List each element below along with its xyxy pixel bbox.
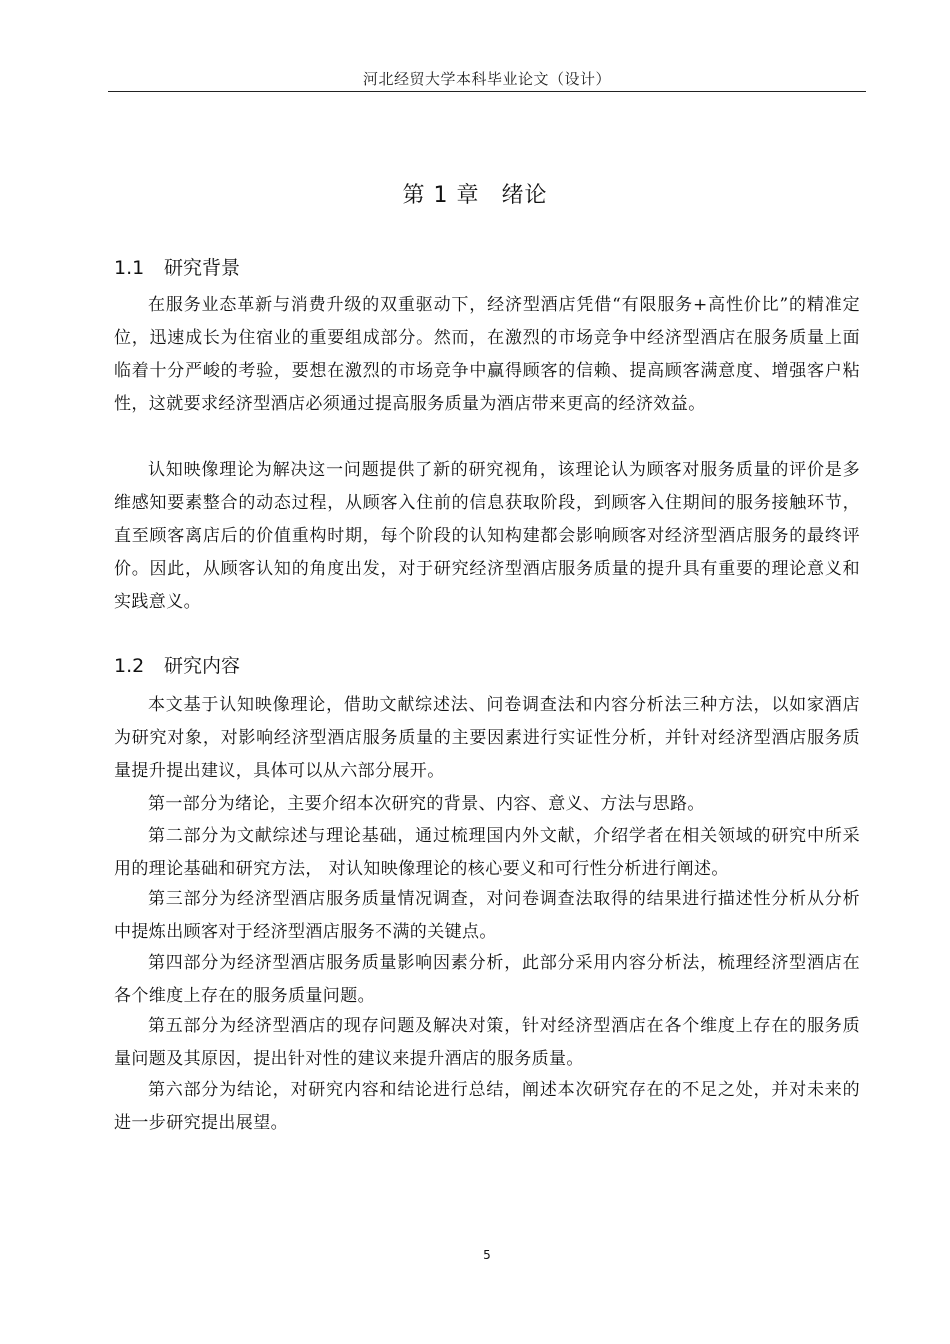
paragraph-content-intro: 本文基于认知映像理论，借助文献综述法、问卷调查法和内容分析法三种方法，以如家酒店为研究对象，对影响经济型酒店服务质量的主要因素进行实证性分析，并针对经济型酒店服务质量提升提出建议，具体可以从六部分展开。 [114,695,860,781]
paragraph-part-two: 第二部分为文献综述与理论基础，通过梳理国内外文献，介绍学者在相关领域的研究中所采用的理论基础和研究方法， 对认知映像理论的核心要义和可行性分析进行阐述。 [114,826,860,879]
chapter-name: 绪论 [501,183,548,208]
paragraph-part-five: 第五部分为经济型酒店的现存问题及解决对策，针对经济型酒店在各个维度上存在的服务质量问题及其原因，提出针对性的建议来提升酒店的服务质量。 [114,1016,860,1069]
paragraph-part-six: 第六部分为结论，对研究内容和结论进行总结，阐述本次研究存在的不足之处，并对未来的进一步研究提出展望。 [114,1080,860,1133]
section-title: 研究背景 [164,257,241,279]
paragraph-background-1: 在服务业态革新与消费升级的双重驱动下，经济型酒店凭借“有限服务+高性价比”的精准定位，迅速成长为住宿业的重要组成部分。然而，在激烈的市场竞争中经济型酒店在服务质量上面临着十分严峻的考验，要想在激烈的市场竞争中赢得顾客的信赖、提高顾客满意度、增强客户粘性，这就要求经济型酒店必须通过提高服务质量为酒店带来更高的经济效益。 [114,295,860,414]
section-title: 研究内容 [164,655,241,677]
section-number: 1.1 [114,257,145,279]
section-heading-content [114,651,240,678]
paragraph-part-four: 第四部分为经济型酒店服务质量影响因素分析，此部分采用内容分析法，梳理经济型酒店在各个维度上存在的服务质量问题。 [114,953,860,1006]
running-header: 河北经贸大学本科毕业论文（设计） [362,70,611,88]
chapter-title [0,178,950,209]
paragraph-background-2: 认知映像理论为解决这一问题提供了新的研究视角，该理论认为顾客对服务质量的评价是多维感知要素整合的动态过程，从顾客入住前的信息获取阶段，到顾客入住期间的服务接触环节，直至顾客离店后的价值重构时期，每个阶段的认知构建都会影响顾客对经济型酒店服务的最终评价。因此，从顾客认知的角度出发，对于研究经济型酒店服务质量的提升具有重要的理论意义和实践意义。 [114,460,860,612]
section-number: 1.2 [114,655,145,677]
chapter-number: 第 1 章 [402,183,480,208]
paragraph-part-one: 第一部分为绪论，主要介绍本次研究的背景、内容、意义、方法与思路。 [148,794,705,814]
paragraph-part-three: 第三部分为经济型酒店服务质量情况调查，对问卷调查法取得的结果进行描述性分析从分析中提炼出顾客对于经济型酒店服务不满的关键点。 [114,889,860,942]
page-number: 5 [483,1248,491,1262]
section-heading-background [114,253,240,280]
header-divider [108,91,866,92]
